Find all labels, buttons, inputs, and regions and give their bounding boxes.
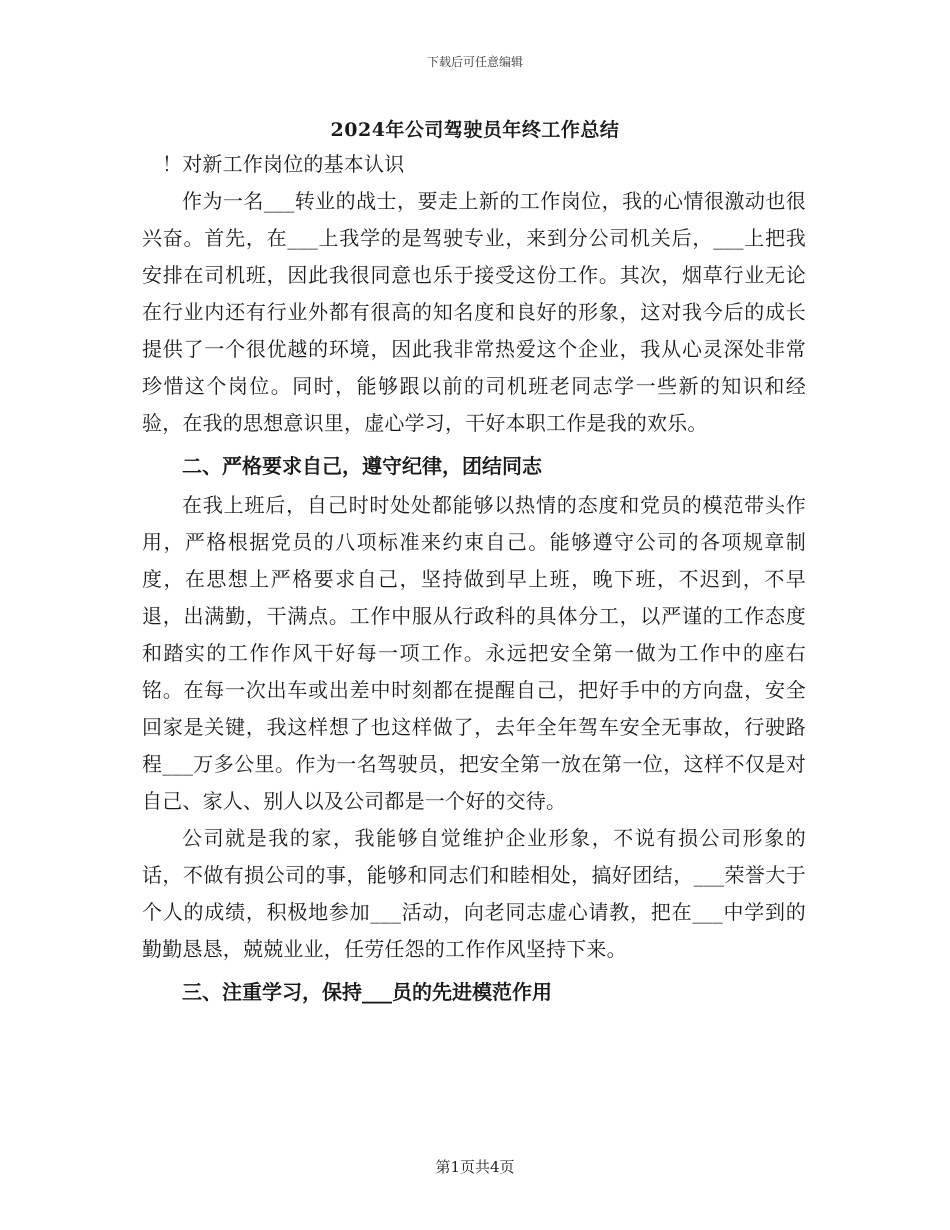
section-2-paragraph-1: 在我上班后，自己时时处处都能够以热情的态度和党员的模范带头作用，严格根据党员的八项标准来约束自己。能够遵守公司的各项规章制度，在思想上严格要求自己，坚持做到早上班，晚下班，不迟到，不早退，出满勤，干满点。工作中服从行政科的具体分工，以严谨的工作态度和踏实的工作作风干好每一项工作。永远把安全第一做为工作中的座右铭。在每一次出车或出差中时刻都在提醒自己，把好手中的方向盘，安全回家是关键，我这样想了也这样做了，去年全年驾车安全无事故，行驶路程___万多公里。作为一名驾驶员，把安全第一放在第一位，这样不仅是对自己、家人、别人以及公司都是一个好的交待。 <box>142 493 806 813</box>
section-1-paragraph-1: 作为一名___转业的战士，要走上新的工作岗位，我的心情很激动也很兴奋。首先，在___上我学的是驾驶专业，来到分公司机关后，___上把我安排在司机班，因此我很同意也乐于接受这份工作。其次，烟草行业无论在行业内还有行业外都有很高的知名度和良好的形象，这对我今后的成长提供了一个很优越的环境，因此我非常热爱这个企业，我从心灵深处非常珍惜这个岗位。同时，能够跟以前的司机班老同志学一些新的知识和经验，在我的思想意识里，虚心学习，干好本职工作是我的欢乐。 <box>142 189 806 435</box>
section-2-paragraph-2: 公司就是我的家，我能够自觉维护企业形象，不说有损公司形象的话，不做有损公司的事，能够和同志们和睦相处，搞好团结，___荣誉大于个人的成绩，积极地参加___活动，向老同志虚心请教，把在___中学到的勤勤恳恳，兢兢业业，任劳任怨的工作作风坚持下来。 <box>142 826 806 961</box>
header-note: 下载后可任意编辑 <box>426 55 523 69</box>
page-indicator: 第1页共4页 <box>435 1158 515 1176</box>
document-title: 2024年公司驾驶员年终工作总结 <box>330 119 620 141</box>
document-body <box>142 146 806 1013</box>
section-3-heading: 三、注重学习，保持___员的先进模范作用 <box>182 980 552 1004</box>
section-1-heading: ！对新工作岗位的基本认识 <box>162 152 405 176</box>
section-2-heading: 二、严格要求自己，遵守纪律，团结同志 <box>182 454 542 478</box>
